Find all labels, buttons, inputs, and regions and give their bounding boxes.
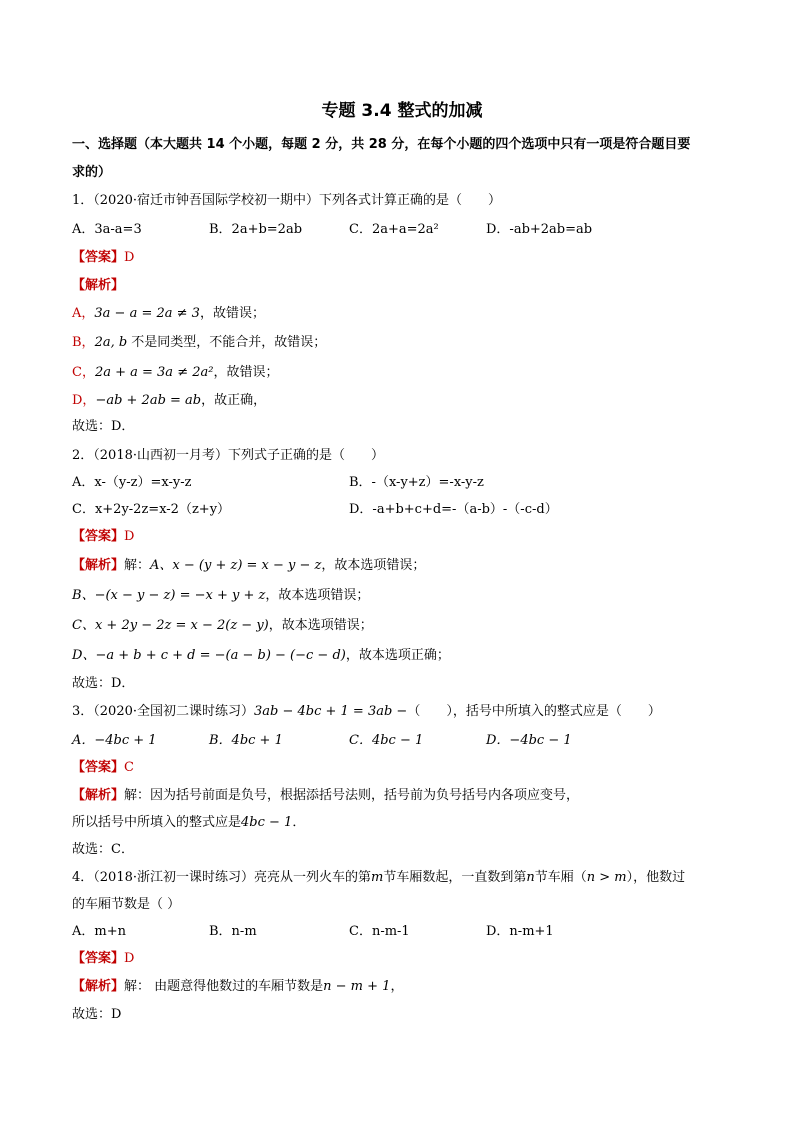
q3-analysis-math: 4bc − 1 — [241, 815, 293, 830]
q3-conclusion: 故选：C． — [72, 842, 134, 857]
q4-n: n — [526, 870, 535, 885]
q3-analysis-text1: 解：因为括号前面是负号，根据添括号法则，括号前为负号括号内各项应变号， — [124, 788, 580, 803]
q1-stem: 1．（2020·宿迁市钟吾国际学校初一期中）下列各式计算正确的是（ ） — [72, 193, 501, 208]
q2-answer-row — [72, 528, 134, 545]
q2-option-b: B．-（x-y+z）=-x-y-z — [349, 475, 484, 490]
page-title: 专题 3.4 整式的加减 — [321, 101, 483, 121]
q2-a-text: ，故本选项错误； — [321, 558, 426, 573]
q1-option-c: C．2a+a=2a² — [349, 222, 439, 237]
q2-option-a: A．x-（y-z）=x-y-z — [72, 475, 192, 490]
q4-option-d: D．n-m+1 — [486, 924, 554, 939]
q3-stem-text: （ ），括号中所填入的整式应是（ ） — [407, 704, 661, 719]
q4-conclusion: 故选：D — [72, 1007, 122, 1022]
q2-d-tag: D — [72, 648, 83, 663]
q2-analysis-prefix: 解： — [124, 558, 151, 573]
q1-d-text: ，故正确， — [201, 393, 267, 408]
q4-stem-d: ），他数过 — [626, 870, 686, 885]
q4-option-b: B．n-m — [209, 924, 257, 939]
q1-d-math: −ab + 2ab = ab — [95, 393, 202, 408]
q1-analysis-b — [72, 334, 326, 351]
q1-analysis-c — [72, 364, 278, 381]
q4-stem-line2: 的车厢节数是（ ） — [72, 897, 181, 912]
q3-answer-row — [72, 759, 134, 776]
q3-analysis-line1 — [72, 787, 579, 804]
q1-option-a: A．3a-a=3 — [72, 222, 142, 237]
q4-option-a: A．m+n — [72, 924, 126, 939]
q1-conclusion: 故选：D． — [72, 419, 135, 434]
q1-c-math: 2a + a = 3a ≠ 2a² — [94, 365, 214, 380]
q3-option-b: B．4bc + 1 — [209, 733, 283, 748]
q2-analysis-b — [72, 587, 369, 604]
q2-b-tag: B — [72, 588, 82, 603]
q4-stem-line1 — [72, 869, 685, 886]
q2-d-text: ，故本选项正确； — [345, 648, 450, 663]
q2-b-math: 、−(x − y − z) = −x + y + z — [81, 588, 266, 603]
q2-c-math: 、x + 2y − 2z = x − 2(z − y) — [81, 618, 269, 633]
q1-b-tag: B， — [72, 335, 95, 350]
q2-c-tag: C — [72, 618, 82, 633]
q2-analysis-d — [72, 647, 450, 664]
q1-analysis-d — [72, 392, 266, 409]
q1-a-math: 3a − a = 2a ≠ 3 — [94, 306, 200, 321]
q2-c-text: ，故本选项错误； — [268, 618, 373, 633]
q4-analysis-label: 【解析】 — [72, 979, 125, 994]
q1-a-text: ，故错误； — [199, 306, 265, 321]
q3-stem-source: 3．（2020·全国初二课时练习） — [72, 704, 254, 719]
q4-cond: n > m — [586, 870, 627, 885]
q1-analysis-a — [72, 305, 265, 322]
q3-stem-math: 3ab − 4bc + 1 = 3ab − — [254, 704, 408, 719]
q1-d-tag: D， — [72, 393, 96, 408]
q3-analysis-text2: 所以括号中所填入的整式应是 — [72, 815, 242, 830]
q1-b-text: 不是同类型，不能合并，故错误； — [127, 335, 327, 350]
q2-option-d: D．-a+b+c+d=-（a-b）-（-c-d） — [349, 502, 558, 517]
q2-d-math: 、−a + b + c + d = −(a − b) − (−c − d) — [82, 648, 346, 663]
section-heading-line1: 一、选择题（本大题共 14 个小题，每题 2 分，共 28 分，在每个小题的四个选项中只有一项是符合题目要 — [72, 137, 691, 152]
q1-a-tag: A， — [72, 306, 95, 321]
q4-answer: D — [124, 951, 135, 966]
q2-analysis-c — [72, 617, 373, 634]
q1-c-text: ，故错误； — [213, 365, 279, 380]
q2-b-text: ，故本选项错误； — [265, 588, 370, 603]
q2-conclusion: 故选：D． — [72, 676, 135, 691]
q4-analysis-text: 解： 由题意得他数过的车厢节数是 — [124, 979, 324, 994]
q1-c-tag: C， — [72, 365, 95, 380]
q2-option-c: C．x+2y-2z=x-2（z+y） — [72, 502, 231, 517]
q2-a-tag: A — [150, 558, 160, 573]
q2-answer: D — [124, 529, 135, 544]
q3-answer-label: 【答案】 — [72, 760, 125, 775]
q1-answer-row — [72, 249, 134, 266]
q1-answer: D — [124, 250, 135, 265]
q4-answer-row — [72, 950, 134, 967]
q3-stem — [72, 703, 661, 720]
q4-answer-label: 【答案】 — [72, 951, 125, 966]
section-heading-line2: 求的） — [72, 165, 112, 180]
q2-analysis-label: 【解析】 — [72, 558, 125, 573]
q1-option-b: B．2a+b=2ab — [209, 222, 303, 237]
q3-analysis-label: 【解析】 — [72, 788, 125, 803]
q3-analysis-line2 — [72, 814, 305, 831]
q3-option-c: C．4bc − 1 — [349, 733, 424, 748]
q1-option-d: D．-ab+2ab=ab — [486, 222, 593, 237]
q1-b-math: 2a, b — [94, 335, 128, 350]
q4-m: m — [371, 870, 384, 885]
q1-analysis-label: 【解析】 — [72, 278, 125, 293]
q4-analysis-math: n − m + 1 — [323, 979, 391, 994]
q4-stem-c: 节车厢（ — [534, 870, 587, 885]
q4-analysis — [72, 978, 403, 995]
q3-option-d: D．−4bc − 1 — [486, 733, 572, 748]
q3-analysis-end: ． — [292, 815, 306, 830]
q2-answer-label: 【答案】 — [72, 529, 125, 544]
q1-answer-label: 【答案】 — [72, 250, 125, 265]
q2-stem: 2．（2018·山西初一月考）下列式子正确的是（ ） — [72, 448, 384, 463]
q4-stem-b: 节车厢数起，一直数到第 — [383, 870, 527, 885]
q3-answer: C — [124, 760, 134, 775]
q4-option-c: C．n-m-1 — [349, 924, 410, 939]
q3-option-a: A．−4bc + 1 — [72, 733, 157, 748]
q2-a-math: 、x − (y + z) = x − y − z — [159, 558, 322, 573]
q2-analysis-a — [72, 557, 425, 574]
q4-analysis-end: ， — [390, 979, 404, 994]
q4-stem-a: 4．（2018·浙江初一课时练习）亮亮从一列火车的第 — [72, 870, 371, 885]
